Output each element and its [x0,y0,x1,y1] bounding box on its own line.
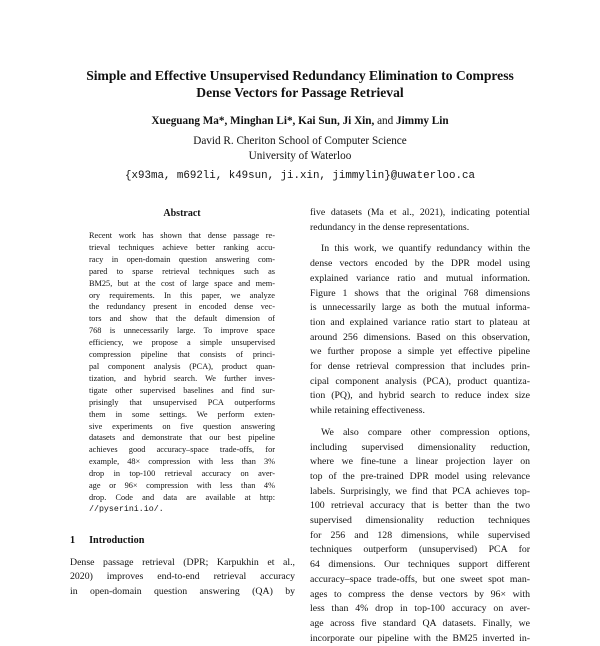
title-line-2: Dense Vectors for Passage Retrieval [196,85,404,100]
body-line: cipal component analysis (PCA), product quantiza- [310,375,530,387]
abstract-line: tors and show that the default dimension of [89,314,275,324]
affiliation-line-2: University of Waterloo [248,149,352,162]
code-url-link[interactable]: //pyserini.io/. [89,504,164,514]
body-line: less than 4% drop in top-100 accuracy on aver- [310,603,530,615]
section-title: Introduction [89,535,145,546]
body-line: dense vectors encoded by the DPR model using [310,258,530,270]
body-line: ages to compress the dense vectors by 96× with [310,588,530,600]
title-line-1: Simple and Effective Unsupervised Redundancy Elimination to Compress [86,68,514,83]
right-column [310,206,530,646]
author-names: Xueguang Ma*, Minghan Li*, Kai Sun, Ji Xin, [151,115,375,127]
abstract-line: the redundancy present in encoded dense vec- [89,302,275,312]
abstract-line: example, 48× compression with less than 3% [89,457,275,467]
body-line: is unnecessarily large as both the mutual informa- [310,302,530,314]
abstract-line: racy in open-domain question answering com- [89,254,275,264]
introduction-body [70,556,295,599]
body-line: five datasets (Ma et al., 2021), indicating potential [310,207,530,218]
author-last: Jimmy Lin [396,115,449,127]
abstract-line: 768 is unnecessarily large. To improve space [89,326,275,336]
abstract-line: sive experiments on five question answering [89,421,275,431]
body-line: incorporate our pipeline with the BM25 inverted in- [310,632,530,644]
abstract-line: tization, and hybrid search. We further inves- [89,373,275,383]
abstract-line: drop. Code and data are available at http: [89,492,275,502]
body-line: Figure 1 shows that the original 768 dimensions [310,287,530,299]
body-line: We also compare other compression options, [321,426,530,438]
body-line: 64 dimensions. Our techniques support different [310,559,530,571]
body-line: top of the pre-trained DPR model using relevance [310,470,530,482]
abstract-line: achieves good accuracy–space trade-offs, for [89,445,275,455]
body-line: techniques outperform (unsupervised) PCA for [310,544,530,556]
body-line: for dense retrieval compression that includes prin- [310,361,530,373]
body-line: including supervised dimensionality reduction, [310,441,530,453]
body-line: redundancy in the dense representations. [310,221,470,233]
author-emails: {x93ma, m692li, k49sun, ji.xin, jimmylin}@uwaterloo.ca [125,170,475,182]
body-line: explained variance ratio and mutual information. [310,272,530,284]
abstract-line: compression pipeline that consists of princi- [89,350,275,360]
abstract-line: pal component analysis (PCA), product quan- [89,361,275,371]
body-line: tion (PQ), and hybrid search to reduce index size [310,390,530,402]
abstract-line: age or 96× compression with less than 4% [89,481,275,491]
affiliation [40,134,560,163]
intro-line: in open-domain question answering (QA) by [70,585,295,597]
body-line: while retaining effectiveness. [310,405,425,417]
section-number: 1 [70,535,76,546]
abstract-line: BM25, but at the cost of large space and mem- [89,278,275,288]
affiliation-line-1: David R. Cheriton School of Computer Science [193,135,407,147]
paper-title [40,67,560,101]
abstract-line: pared to sparse retrieval techniques such as [89,266,275,276]
author-and: and [377,115,394,127]
abstract-line: prisingly that unsupervised PCA outperforms [89,397,275,407]
section-heading-introduction [70,535,300,547]
body-line: we further propose a simple yet effective pipeline [310,346,530,358]
body-line: supervised dimensionality reduction techniques [310,515,530,527]
abstract-line: tigate other supervised baselines and find sur- [89,385,275,395]
body-line: where we fine-tune a linear projection layer on [310,456,530,468]
body-line: around 256 dimensions. Based on this observation, [310,331,530,343]
abstract-line: them in some settings. We perform exten- [89,409,275,419]
body-line: age across five standard QA datasets. Finally, we [310,617,530,629]
abstract-line: Recent work has shown that dense passage re- [89,231,275,240]
abstract-line: drop in top-100 retrieval accuracy on aver- [89,469,275,479]
abstract-line: efficiency, we propose a simple unsupervised [89,338,275,348]
intro-line: Dense passage retrieval (DPR; Karpukhin et al., [70,557,295,568]
abstract-heading: Abstract [163,208,201,219]
author-list [40,114,560,128]
abstract-line: trieval techniques achieve better ranking accu- [89,242,275,252]
body-line: labels. Surprisingly, we find that PCA achieves top- [310,485,530,497]
body-line: 100 retrieval accuracy that is better than the two [310,500,530,512]
abstract-line: datasets and demonstrate that our best pipeline [89,433,275,443]
body-line: tion and explained variance ratio start to plateau at [310,316,530,328]
body-line: accuracy–space trade-offs, but one sweet spot man- [310,573,530,585]
body-line: for 256 and 128 dimensions, while supervised [310,529,530,541]
body-line: In this work, we quantify redundancy within the [321,243,530,255]
intro-line: 2020) improves end-to-end retrieval accuracy [70,571,295,583]
abstract-body [89,230,275,516]
abstract-line: ory requirements. In this paper, we analyze [89,290,275,300]
